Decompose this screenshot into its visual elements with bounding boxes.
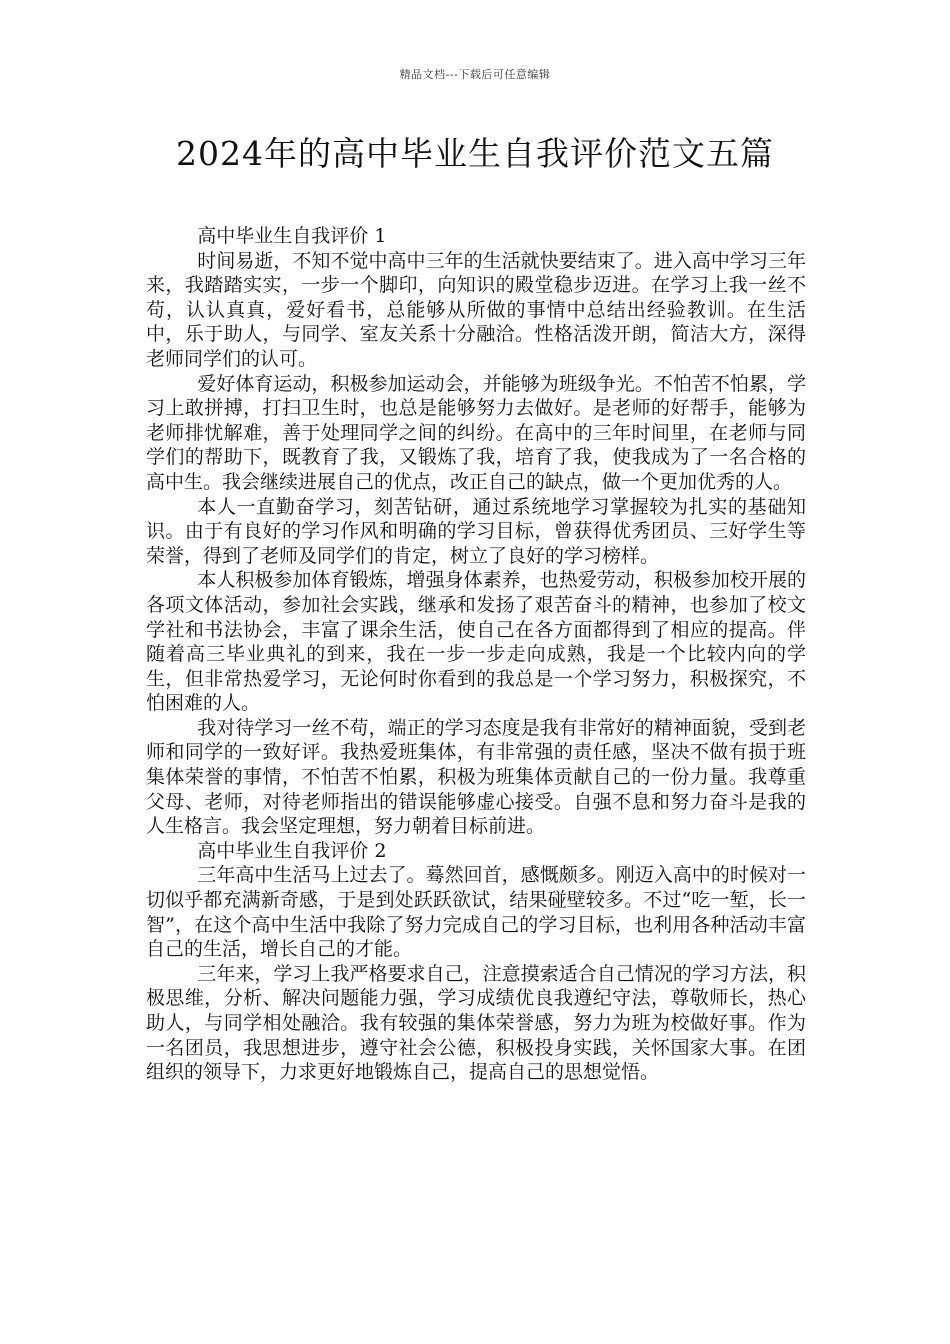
document-body (146, 224, 806, 1085)
paragraph: 本人积极参加体育锻炼，增强身体素养，也热爱劳动，积极参加校开展的各项文体活动，参加社会实践，继承和发扬了艰苦奋斗的精神，也参加了校文学社和书法协会，丰富了课余生活，使自己在各方面都得到了相应的提高。伴随着高三毕业典礼的到来，我在一步一步走向成熟，我是一个比较内向的学生，但非常热爱学习，无论何时你看到的我总是一个学习努力，积极探究，不怕困难的人。 (146, 569, 806, 715)
paragraph: 三年来，学习上我严格要求自己，注意摸索适合自己情况的学习方法，积极思维，分析、解决问题能力强，学习成绩优良我遵纪守法，尊敬师长，热心助人，与同学相处融洽。我有较强的集体荣誉感，努力为班为校做好事。作为一名团员，我思想进步，遵守社会公德，积极投身实践，关怀国家大事。在团组织的领导下，力求更好地锻炼自己，提高自己的思想觉悟。 (146, 962, 806, 1084)
paragraph: 三年高中生活马上过去了。蓦然回首，感慨颇多。刚迈入高中的时候对一切似乎都充满新奇感，于是到处跃跃欲试，结果碰壁较多。不过“吃一堑，长一智”，在这个高中生活中我除了努力完成自己的学习目标，也利用各种活动丰富自己的生活，增长自己的才能。 (146, 864, 806, 961)
document-title: 2024年的高中毕业生自我评价范文五篇 (176, 134, 774, 173)
section-heading: 高中毕业生自我评价 2 (197, 839, 387, 862)
section-heading: 高中毕业生自我评价 1 (197, 225, 387, 247)
header-note: 精品文档---下载后可任意编辑 (399, 68, 551, 81)
paragraph: 爱好体育运动，积极参加运动会，并能够为班级争光。不怕苦不怕累，学习上敢拼搏，打扫卫生时，也总是能够努力去做好。是老师的好帮手，能够为老师排忧解难，善于处理同学之间的纠纷。在高中的三年时间里，在老师与同学们的帮助下，既教育了我，又锻炼了我，培育了我，使我成为了一名合格的高中生。我会继续进展自己的优点，改正自己的缺点，做一个更加优秀的人。 (146, 372, 806, 493)
paragraph: 我对待学习一丝不苟，端正的学习态度是我有非常好的精神面貌，受到老师和同学的一致好评。我热爱班集体，有非常强的责任感，坚决不做有损于班集体荣誉的事情，不怕苦不怕累，积极为班集体贡献自己的一份力量。我尊重父母、老师，对待老师指出的错误能够虚心接受。自强不息和努力奋斗是我的人生格言。我会坚定理想，努力朝着目标前进。 (146, 716, 806, 838)
paragraph: 本人一直勤奋学习，刻苦钻研，通过系统地学习掌握较为扎实的基础知识。由于有良好的学习作风和明确的学习目标，曾获得优秀团员、三好学生等荣誉，得到了老师及同学们的肯定，树立了良好的学习榜样。 (146, 495, 806, 567)
paragraph: 时间易逝，不知不觉中高中三年的生活就快要结束了。进入高中学习三年来，我踏踏实实，一步一个脚印，向知识的殿堂稳步迈进。在学习上我一丝不苟，认认真真，爱好看书，总能够从所做的事情中总结出经验教训。在生活中，乐于助人，与同学、室友关系十分融洽。性格活泼开朗，简洁大方，深得老师同学们的认可。 (146, 249, 806, 370)
